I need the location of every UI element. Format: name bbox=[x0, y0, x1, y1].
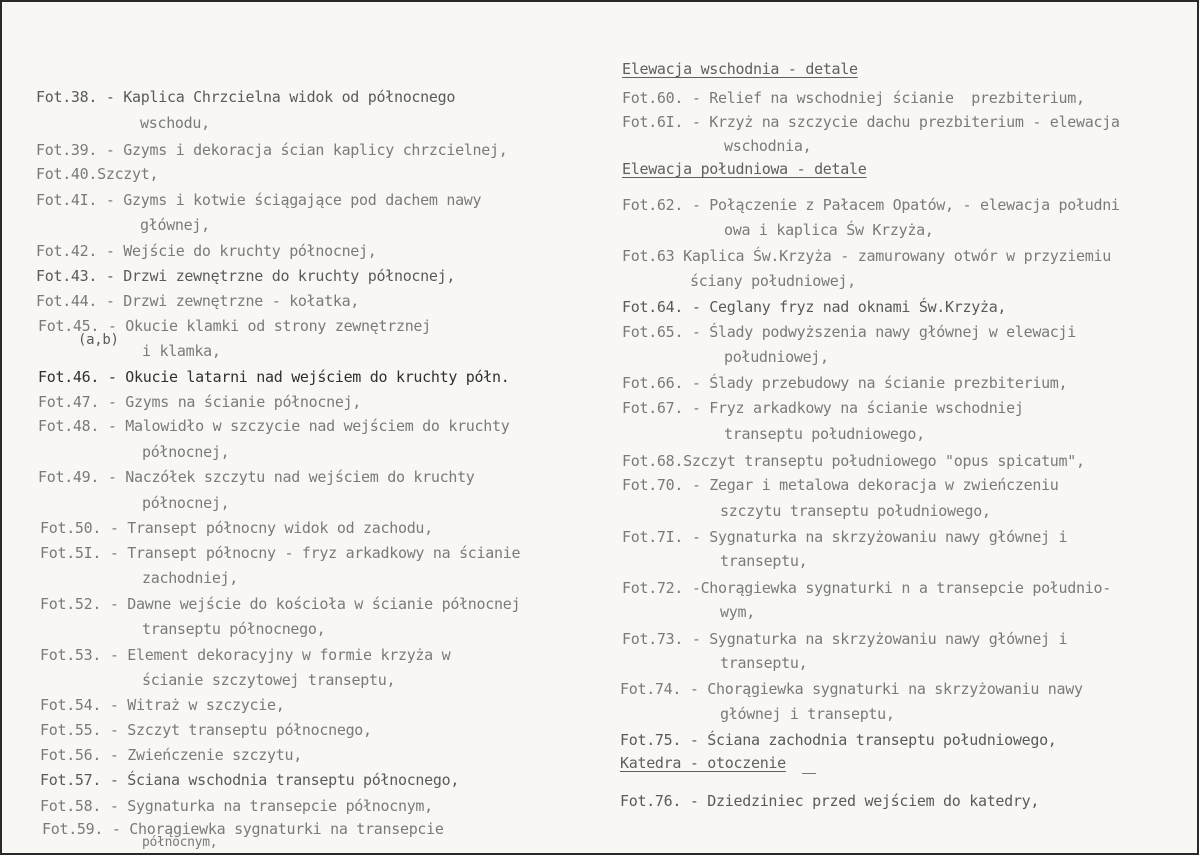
entry-fot-65: Fot.65. - Ślady podwyższenia nawy głównej w elewacji bbox=[622, 323, 1077, 341]
entry-fot-67: Fot.67. - Fryz arkadkowy na ścianie wschodniej bbox=[622, 399, 1024, 417]
entry-fot-66: Fot.66. - Ślady przebudowy na ścianie prezbiterium, bbox=[622, 374, 1068, 392]
entry-fot-41: Fot.4I. - Gzyms i kotwie ściągające pod dachem nawy bbox=[36, 191, 482, 209]
section-heading-south-elevation: Elewacja południowa - detale bbox=[622, 160, 867, 178]
entry-continuation: zachodniej, bbox=[142, 569, 239, 587]
entry-continuation: południowej, bbox=[724, 348, 829, 366]
entry-fot-70: Fot.70. - Zegar i metalowa dekoracja w zwieńczeniu bbox=[622, 476, 1059, 494]
entry-fot-52: Fot.52. - Dawne wejście do kościoła w ścianie północnej bbox=[40, 595, 521, 613]
entry-fot-39: Fot.39. - Gzyms i dekoracja ścian kaplicy chrzcielnej, bbox=[36, 141, 508, 159]
entry-continuation: ściany południowej, bbox=[690, 272, 856, 290]
entry-fot-68: Fot.68.Szczyt transeptu południowego "opus spicatum", bbox=[622, 452, 1085, 470]
entry-fot-55: Fot.55. - Szczyt transeptu północnego, bbox=[40, 721, 372, 739]
entry-fot-74: Fot.74. - Chorągiewka sygnaturki na skrzyżowaniu nawy bbox=[620, 680, 1083, 698]
entry-fot-63: Fot.63 Kaplica Św.Krzyża - zamurowany otwór w przyziemiu bbox=[622, 247, 1111, 265]
entry-fot-57: Fot.57. - Ściana wschodnia transeptu północnego, bbox=[40, 771, 460, 789]
entry-fot-47: Fot.47. - Gzyms na ścianie północnej, bbox=[38, 393, 362, 411]
heading-underline-extension bbox=[802, 773, 816, 774]
entry-continuation: głównej, bbox=[140, 216, 210, 234]
entry-continuation: północnym, bbox=[142, 835, 218, 850]
section-heading-east-elevation: Elewacja wschodnia - detale bbox=[622, 60, 858, 78]
entry-fot-75: Fot.75. - Ściana zachodnia transeptu południowego, bbox=[620, 731, 1057, 749]
entry-fot-44: Fot.44. - Drzwi zewnętrzne - kołatka, bbox=[36, 292, 360, 310]
entry-fot-60: Fot.60. - Relief na wschodniej ścianie prezbiterium, bbox=[622, 89, 1085, 107]
entry-fot-43: Fot.43. - Drzwi zewnętrzne do kruchty północnej, bbox=[36, 267, 456, 285]
entry-fot-56: Fot.56. - Zwieńczenie szczytu, bbox=[40, 746, 302, 764]
entry-continuation: wschodnia, bbox=[724, 137, 812, 155]
entry-fot-51: Fot.5I. - Transept północny - fryz arkadkowy na ścianie bbox=[40, 544, 521, 562]
entry-fot-49: Fot.49. - Naczółek szczytu nad wejściem do kruchty bbox=[38, 468, 475, 486]
entry-fot-46: Fot.46. - Okucie latarni nad wejściem do kruchty półn. bbox=[38, 368, 510, 386]
entry-continuation: transeptu północnego, bbox=[142, 620, 326, 638]
entry-fot-61: Fot.6I. - Krzyż na szczycie dachu prezbiterium - elewacja bbox=[622, 113, 1120, 131]
entry-continuation: owa i kaplica Św Krzyża, bbox=[724, 221, 934, 239]
entry-fot-72: Fot.72. -Chorągiewka sygnaturki n a transepcie południo- bbox=[622, 579, 1111, 597]
entry-fot-48: Fot.48. - Malowidło w szczycie nad wejściem do kruchty bbox=[38, 417, 510, 435]
entry-fot-73: Fot.73. - Sygnaturka na skrzyżowaniu nawy głównej i bbox=[622, 630, 1068, 648]
entry-fot-62: Fot.62. - Połączenie z Pałacem Opatów, - elewacja południ bbox=[622, 196, 1120, 214]
entry-continuation: głównej i transeptu, bbox=[720, 705, 895, 723]
entry-continuation: transeptu, bbox=[720, 552, 808, 570]
entry-fot-76: Fot.76. - Dziedziniec przed wejściem do katedry, bbox=[620, 792, 1040, 810]
entry-fot-50: Fot.50. - Transept północny widok od zachodu, bbox=[40, 519, 433, 537]
entry-fot-40: Fot.40.Szczyt, bbox=[36, 165, 159, 183]
entry-continuation: północnej, bbox=[142, 443, 230, 461]
entry-fot-45-subnote: (a,b) bbox=[78, 332, 119, 348]
entry-continuation: szczytu transeptu południowego, bbox=[720, 502, 991, 520]
entry-fot-53: Fot.53. - Element dekoracyjny w formie krzyża w bbox=[40, 646, 451, 664]
section-heading-cathedral-surroundings: Katedra - otoczenie bbox=[620, 754, 786, 772]
entry-fot-58: Fot.58. - Sygnaturka na transepcie północnym, bbox=[40, 797, 433, 815]
entry-continuation: i klamka, bbox=[142, 342, 221, 360]
entry-fot-71: Fot.7I. - Sygnaturka na skrzyżowaniu nawy głównej i bbox=[622, 528, 1068, 546]
entry-fot-38: Fot.38. - Kaplica Chrzcielna widok od północnego bbox=[36, 88, 456, 106]
entry-fot-54: Fot.54. - Witraż w szczycie, bbox=[40, 696, 285, 714]
entry-fot-64: Fot.64. - Ceglany fryz nad oknami Św.Krzyża, bbox=[622, 298, 1007, 316]
entry-continuation: transeptu południowego, bbox=[724, 425, 925, 443]
entry-fot-45: Fot.45. - Okucie klamki od strony zewnętrznej bbox=[38, 317, 431, 335]
entry-fot-42: Fot.42. - Wejście do kruchty północnej, bbox=[36, 242, 377, 260]
entry-continuation: transeptu, bbox=[720, 654, 808, 672]
entry-continuation: ścianie szczytowej transeptu, bbox=[142, 671, 396, 689]
entry-continuation: wschodu, bbox=[140, 114, 210, 132]
entry-continuation: północnej, bbox=[142, 494, 230, 512]
entry-continuation: wym, bbox=[720, 603, 755, 621]
entry-fot-59: Fot.59. - Chorągiewka sygnaturki na transepcie bbox=[42, 820, 444, 838]
